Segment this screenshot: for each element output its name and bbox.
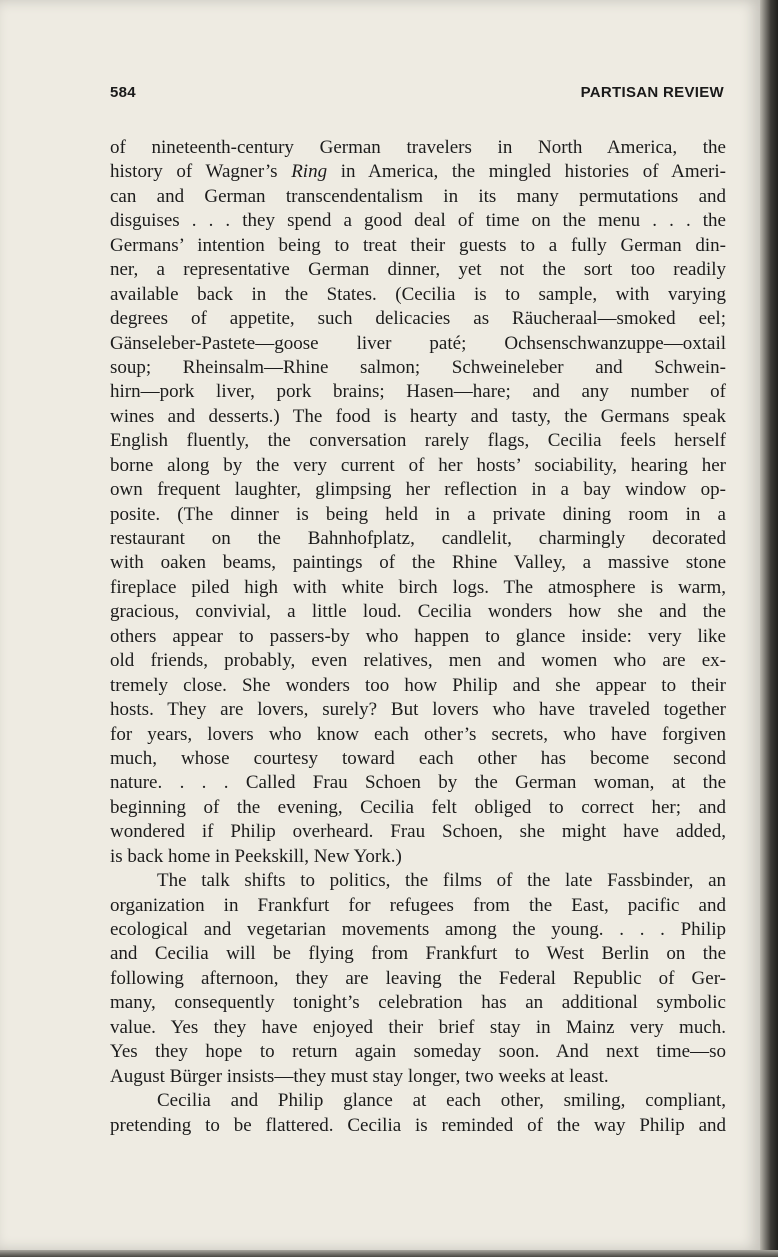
journal-title: PARTISAN REVIEW bbox=[580, 84, 724, 101]
page-number: 584 bbox=[110, 84, 136, 101]
text-line: value. Yes they have enjoyed their brief stay in Mainz very much. bbox=[110, 1016, 726, 1038]
text-line: organization in Frankfurt for refugees from the East, pacific and bbox=[110, 894, 726, 916]
text-line: can and German transcendentalism in its many permutations and bbox=[110, 185, 726, 207]
text-line: own frequent laughter, glimpsing her reflection in a bay window op- bbox=[110, 479, 726, 501]
text-line: restaurant on the Bahnhofplatz, candlelit, charmingly decorated bbox=[110, 528, 726, 549]
text-line: fireplace piled high with white birch logs. The atmosphere is warm, bbox=[110, 576, 726, 598]
text-line: hosts. They are lovers, surely? But lovers who have traveled together bbox=[110, 699, 726, 721]
text-line: Cecilia and Philip glance at each other, smiling, compliant, bbox=[157, 1090, 726, 1112]
text-line: for years, lovers who know each other’s secrets, who have forgiven bbox=[110, 723, 726, 745]
text-line: is back home in Peekskill, New York.) bbox=[110, 845, 402, 867]
text-line: posite. (The dinner is being held in a private dining room in a bbox=[110, 503, 726, 525]
text-line: ecological and vegetarian movements among the young. . . . Philip bbox=[110, 919, 726, 940]
paragraph bbox=[110, 1089, 726, 1138]
text-line: with oaken beams, paintings of the Rhine Valley, a massive stone bbox=[110, 552, 726, 574]
text-line: wondered if Philip overheard. Frau Schoen, she might have added, bbox=[110, 821, 726, 843]
page-bottom-edge bbox=[0, 1250, 778, 1257]
text-line: of nineteenth-century German travelers in North America, the bbox=[110, 137, 726, 158]
body-text bbox=[110, 136, 726, 1138]
text-line: available back in the States. (Cecilia is to sample, with varying bbox=[110, 283, 726, 305]
text-line: and Cecilia will be flying from Frankfurt to West Berlin on the bbox=[110, 943, 726, 965]
text-line: gracious, convivial, a little loud. Cecilia wonders how she and the bbox=[110, 601, 726, 623]
text-line: degrees of appetite, such delicacies as Räucheraal—smoked eel; bbox=[110, 308, 726, 330]
text-line: English fluently, the conversation rarely flags, Cecilia feels herself bbox=[110, 430, 726, 452]
text-line: others appear to passers-by who happen to glance inside: very like bbox=[110, 625, 726, 647]
text-line: August Bürger insists—they must stay longer, two weeks at least. bbox=[110, 1065, 609, 1087]
text-line: following afternoon, they are leaving the Federal Republic of Ger- bbox=[110, 967, 726, 989]
text-line: soup; Rheinsalm—Rhine salmon; Schweineleber and Schwein- bbox=[110, 356, 726, 378]
text-line: many, consequently tonight’s celebration has an additional symbolic bbox=[110, 992, 726, 1014]
running-header bbox=[110, 84, 724, 108]
text-line: borne along by the very current of her hosts’ sociability, hearing her bbox=[110, 454, 726, 476]
paragraph bbox=[110, 136, 726, 869]
text-line: history of Wagner’s Ring in America, the mingled histories of Ameri- bbox=[110, 161, 726, 183]
text-line: hirn—pork liver, pork brains; Hasen—hare; and any number of bbox=[110, 381, 726, 403]
text-line: much, whose courtesy toward each other has become second bbox=[110, 747, 726, 769]
text-line: wines and desserts.) The food is hearty and tasty, the Germans speak bbox=[110, 405, 726, 427]
text-line: nature. . . . Called Frau Schoen by the German woman, at the bbox=[110, 772, 726, 794]
text-line: pretending to be flattered. Cecilia is reminded of the way Philip and bbox=[110, 1114, 726, 1136]
text-line: ner, a representative German dinner, yet not the sort too readily bbox=[110, 259, 726, 281]
text-line: The talk shifts to politics, the films of the late Fassbinder, an bbox=[157, 870, 726, 892]
text-line: Yes they hope to return again someday soon. And next time—so bbox=[110, 1041, 726, 1063]
text-line: old friends, probably, even relatives, men and women who are ex- bbox=[110, 650, 726, 672]
text-line: Germans’ intention being to treat their guests to a fully German din- bbox=[110, 234, 726, 256]
italic-title: Ring bbox=[291, 161, 328, 183]
book-spine-edge bbox=[760, 0, 778, 1257]
text-line: disguises . . . they spend a good deal of time on the menu . . . the bbox=[110, 210, 726, 232]
paragraph bbox=[110, 869, 726, 1089]
text-line: tremely close. She wonders too how Philip and she appear to their bbox=[110, 674, 726, 696]
text-line: Gänseleber-Pastete—goose liver paté; Ochsenschwanzuppe—oxtail bbox=[110, 332, 726, 354]
text-line: beginning of the evening, Cecilia felt obliged to correct her; and bbox=[110, 796, 726, 818]
